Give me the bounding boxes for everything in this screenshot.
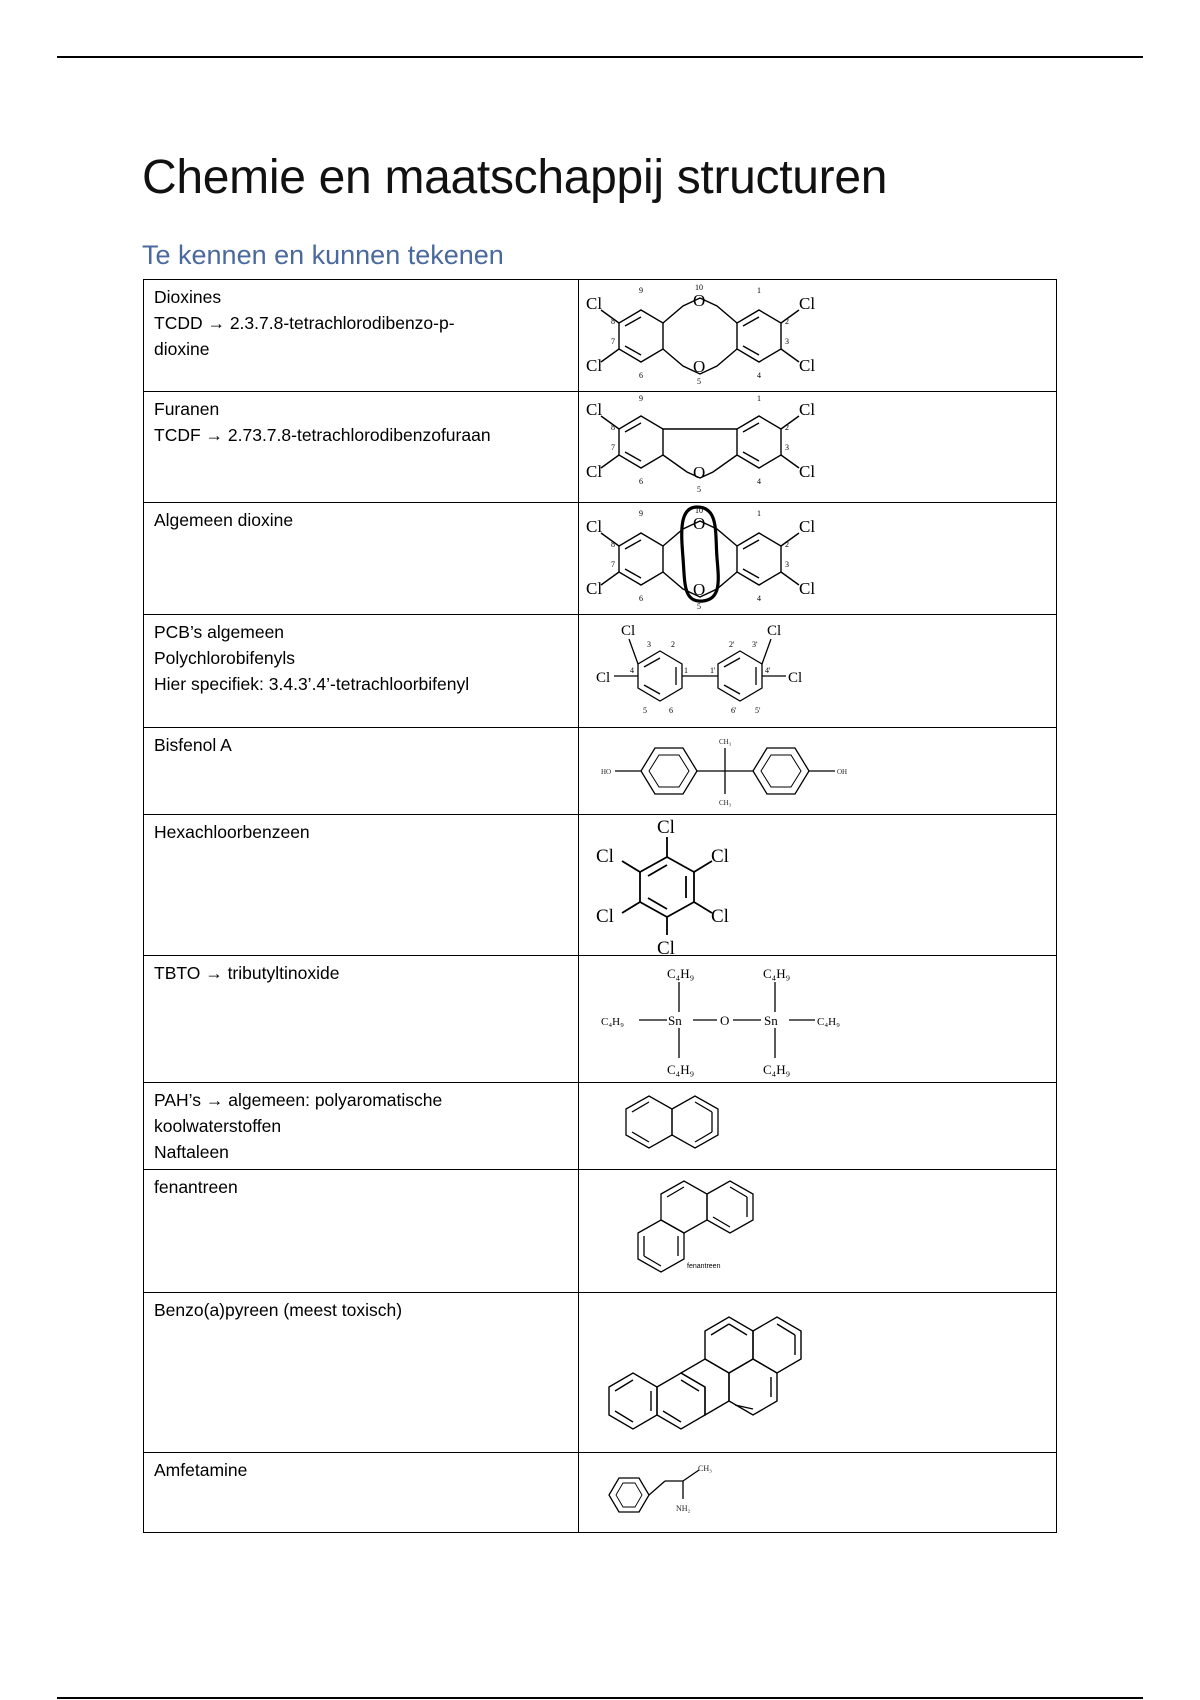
cl-label: Cl: [596, 846, 614, 867]
oxygen-label: O: [693, 291, 706, 310]
svg-text:10: 10: [695, 506, 703, 515]
tcdd-structure: [579, 280, 1077, 390]
svg-text:8: 8: [611, 540, 615, 549]
fenantreen-caption: fenantreen: [687, 1263, 721, 1270]
svg-text:3': 3': [752, 640, 758, 649]
svg-text:5: 5: [697, 377, 701, 386]
svg-text:C₄H₉: C₄H₉: [817, 1016, 840, 1028]
fenantreen-structure: [579, 1170, 1077, 1291]
structures-table: [143, 279, 1057, 1533]
svg-text:9: 9: [639, 509, 643, 518]
svg-text:2: 2: [785, 540, 789, 549]
structure-cell: [579, 728, 1057, 815]
svg-text:Sn: Sn: [668, 1013, 682, 1028]
svg-text:10: 10: [695, 283, 703, 292]
cl-label: Cl: [711, 906, 729, 927]
oxygen-label: O: [693, 357, 706, 376]
cl-label: Cl: [586, 579, 603, 598]
table-row: [144, 956, 1057, 1083]
dioxine-structure: [579, 503, 1077, 613]
compound-name: Furanen TCDF → 2.73.7.8-tetrachlorodibenzofuraan: [144, 392, 579, 503]
compound-name: Bisfenol A: [144, 728, 579, 815]
svg-text:6: 6: [639, 477, 643, 486]
table-row: [144, 503, 1057, 615]
svg-text:C₄H₉: C₄H₉: [667, 966, 695, 981]
structure-cell: [579, 1170, 1057, 1293]
cl-label: Cl: [799, 462, 816, 481]
svg-text:5: 5: [697, 485, 701, 494]
svg-text:4: 4: [757, 371, 761, 380]
pcb-structure: [579, 615, 1077, 726]
cl-label: Cl: [767, 623, 782, 639]
svg-text:9: 9: [639, 394, 643, 403]
svg-text:NH₂: NH₂: [676, 1504, 691, 1513]
cl-label: Cl: [586, 517, 603, 536]
svg-text:C₄H₉: C₄H₉: [667, 1062, 695, 1077]
oxygen-label: O: [693, 463, 706, 482]
table-row: [144, 815, 1057, 956]
amfetamine-structure: [579, 1453, 1077, 1531]
compound-name: Algemeen dioxine: [144, 503, 579, 615]
svg-text:HO: HO: [601, 768, 612, 776]
svg-text:5: 5: [643, 706, 647, 715]
table-row: [144, 728, 1057, 815]
svg-text:CH₃: CH₃: [719, 738, 732, 746]
cl-label: Cl: [657, 817, 675, 838]
svg-text:6: 6: [639, 371, 643, 380]
cl-label: Cl: [711, 846, 729, 867]
table-row: [144, 615, 1057, 728]
svg-text:4: 4: [757, 477, 761, 486]
hexachloorbenzeen-structure: [579, 815, 1077, 954]
tbto-structure: [579, 956, 1077, 1081]
table-row: [144, 1293, 1057, 1453]
svg-text:O: O: [720, 1013, 730, 1028]
svg-text:1: 1: [757, 286, 761, 295]
compound-name: Amfetamine: [144, 1453, 579, 1533]
cl-label: Cl: [799, 400, 816, 419]
oxygen-label: O: [693, 580, 706, 599]
page-title: Chemie en maatschappij structuren: [142, 151, 888, 204]
oxygen-label: O: [693, 514, 706, 533]
svg-text:8: 8: [611, 317, 615, 326]
tcdf-structure: [579, 392, 1077, 501]
compound-name: Dioxines TCDD → 2.3.7.8-tetrachlorodibenzo-p- dioxine: [144, 280, 579, 392]
svg-text:7: 7: [611, 560, 615, 569]
svg-text:2': 2': [729, 640, 735, 649]
svg-text:2: 2: [785, 317, 789, 326]
svg-text:7: 7: [611, 337, 615, 346]
structure-cell: [579, 956, 1057, 1083]
benzo-a-pyreen-structure: [579, 1293, 1077, 1451]
svg-text:5: 5: [697, 602, 701, 611]
structure-cell: [579, 503, 1057, 615]
svg-text:3: 3: [785, 560, 789, 569]
section-heading: Te kennen en kunnen tekenen: [142, 240, 504, 270]
cl-label: Cl: [657, 938, 675, 954]
svg-text:CH₃: CH₃: [698, 1464, 712, 1473]
svg-text:1: 1: [684, 666, 688, 675]
table-row: [144, 280, 1057, 392]
svg-text:2: 2: [785, 423, 789, 432]
svg-text:C₄H₉: C₄H₉: [763, 1062, 791, 1077]
svg-text:1: 1: [757, 394, 761, 403]
table-row: [144, 1170, 1057, 1293]
bisfenol-a-structure: [579, 728, 1077, 813]
svg-text:8: 8: [611, 423, 615, 432]
svg-text:C₄H₉: C₄H₉: [763, 966, 791, 981]
cl-label: Cl: [586, 356, 603, 375]
structure-cell: [579, 815, 1057, 956]
compound-name: PAH’s → algemeen: polyaromatische koolwaterstoffen Naftaleen: [144, 1083, 579, 1170]
svg-text:6: 6: [669, 706, 673, 715]
structure-cell: [579, 280, 1057, 392]
cl-label: Cl: [799, 294, 816, 313]
table-row: [144, 1453, 1057, 1533]
compound-name: Hexachloorbenzeen: [144, 815, 579, 956]
cl-label: Cl: [788, 670, 803, 686]
cl-label: Cl: [586, 294, 603, 313]
svg-text:1: 1: [757, 509, 761, 518]
svg-text:CH₃: CH₃: [719, 799, 732, 807]
naftaleen-structure: [579, 1083, 1077, 1164]
svg-text:OH: OH: [837, 768, 848, 776]
cl-label: Cl: [621, 623, 636, 639]
svg-text:4: 4: [630, 666, 634, 675]
svg-text:5': 5': [755, 706, 761, 715]
compound-name: TBTO → tributyltinoxide: [144, 956, 579, 1083]
cl-label: Cl: [596, 906, 614, 927]
svg-text:6: 6: [639, 594, 643, 603]
cl-label: Cl: [799, 356, 816, 375]
svg-text:1': 1': [710, 666, 716, 675]
svg-text:2: 2: [671, 640, 675, 649]
table-row: [144, 392, 1057, 503]
header-rule: [57, 56, 1143, 58]
svg-text:6': 6': [731, 706, 737, 715]
svg-text:7: 7: [611, 443, 615, 452]
cl-label: Cl: [586, 462, 603, 481]
svg-text:4: 4: [757, 594, 761, 603]
svg-text:Sn: Sn: [764, 1013, 778, 1028]
footer-rule: [57, 1697, 1143, 1699]
compound-name: Benzo(a)pyreen (meest toxisch): [144, 1293, 579, 1453]
structure-cell: [579, 1453, 1057, 1533]
table-row: [144, 1083, 1057, 1170]
compound-name: PCB’s algemeen Polychlorobifenyls Hier specifiek: 3.4.3’.4’-tetrachloorbifenyl: [144, 615, 579, 728]
svg-text:4': 4': [765, 666, 771, 675]
svg-text:3: 3: [785, 337, 789, 346]
structure-cell: [579, 615, 1057, 728]
cl-label: Cl: [799, 579, 816, 598]
cl-label: Cl: [596, 670, 611, 686]
structure-cell: [579, 1293, 1057, 1453]
cl-label: Cl: [799, 517, 816, 536]
svg-text:9: 9: [639, 286, 643, 295]
svg-text:3: 3: [785, 443, 789, 452]
structure-cell: [579, 1083, 1057, 1170]
cl-label: Cl: [586, 400, 603, 419]
svg-text:C₄H₉: C₄H₉: [601, 1016, 624, 1028]
structure-cell: [579, 392, 1057, 503]
svg-text:3: 3: [647, 640, 651, 649]
compound-name: fenantreen: [144, 1170, 579, 1293]
